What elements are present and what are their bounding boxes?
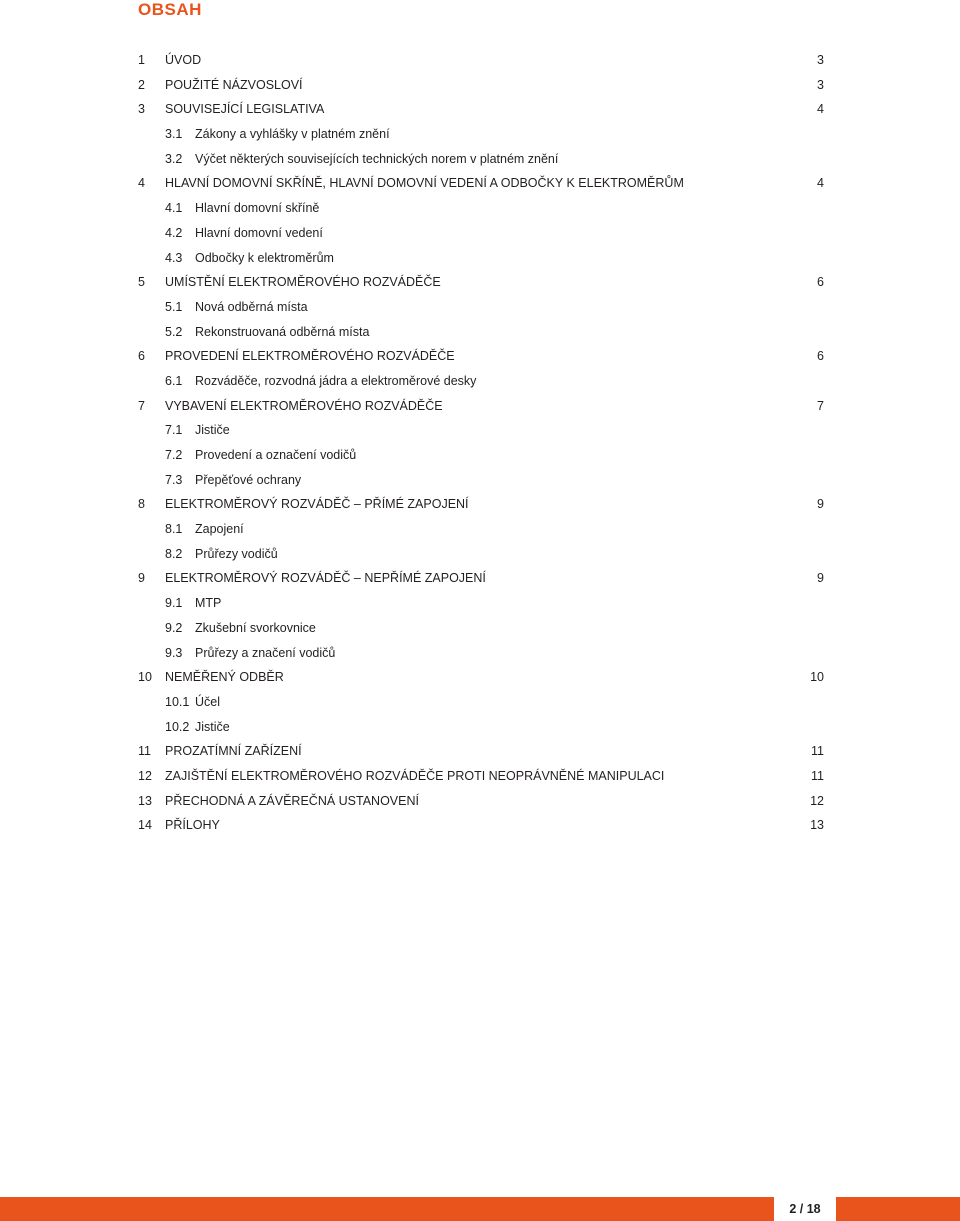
toc-title: SOUVISEJÍCÍ LEGISLATIVA (165, 102, 325, 117)
toc-entry[interactable] (0, 665, 960, 690)
toc-number: 9 (138, 571, 145, 586)
toc-title: Zákony a vyhlášky v platném znění (195, 127, 390, 142)
toc-number: 3 (138, 102, 145, 117)
toc-number: 2 (138, 77, 145, 92)
toc-number: 3.2 (165, 151, 183, 166)
toc-number: 9.1 (165, 596, 183, 611)
toc-subentry[interactable] (0, 542, 960, 567)
toc-subentry[interactable] (0, 295, 960, 320)
toc-page-number: 6 (817, 275, 824, 290)
toc-number: 12 (138, 768, 152, 783)
footer-bar (0, 1197, 960, 1221)
toc-title: Jističe (195, 423, 230, 438)
toc-subentry[interactable] (0, 221, 960, 246)
toc-number: 5.2 (165, 324, 183, 339)
toc-subentry[interactable] (0, 418, 960, 443)
toc-number: 8 (138, 497, 145, 512)
toc-number: 10 (138, 670, 152, 685)
toc-number: 5.1 (165, 299, 183, 314)
toc-title: Provedení a označení vodičů (195, 448, 357, 462)
toc-subentry[interactable] (0, 616, 960, 641)
toc-entry[interactable] (0, 789, 960, 814)
toc-page-number: 10 (810, 670, 824, 685)
toc-entry[interactable] (0, 171, 960, 196)
toc-page-number: 4 (817, 176, 824, 191)
toc-page-number: 3 (817, 77, 824, 92)
toc-title: Účel (195, 694, 221, 709)
toc-title: PROVEDENÍ ELEKTROMĚROVÉHO ROZVÁDĚČE (165, 349, 455, 364)
toc-title: Rekonstruovaná odběrná místa (195, 324, 370, 339)
toc-entry[interactable] (0, 739, 960, 764)
toc-entry[interactable] (0, 97, 960, 122)
toc-entry[interactable] (0, 813, 960, 838)
toc-page-number: 6 (817, 349, 824, 364)
toc-number: 11 (138, 744, 151, 759)
toc-subentry[interactable] (0, 196, 960, 221)
toc-page-number: 12 (810, 793, 824, 808)
toc-number: 7.3 (165, 472, 183, 487)
toc-title: Průřezy a značení vodičů (195, 645, 336, 660)
toc-subentry[interactable] (0, 690, 960, 715)
toc-number: 9.2 (165, 620, 183, 635)
toc-number: 14 (138, 818, 152, 833)
toc-title: Zkušební svorkovnice (195, 620, 316, 635)
toc-number: 8.2 (165, 546, 183, 561)
toc-title: ELEKTROMĚROVÝ ROZVÁDĚČ – PŘÍMÉ ZAPOJENÍ (165, 497, 469, 512)
toc-number: 7 (138, 398, 145, 413)
toc-page-number: 13 (810, 818, 824, 833)
toc-title: PŘÍLOHY (165, 818, 220, 833)
toc-subentry[interactable] (0, 320, 960, 345)
toc-entry[interactable] (0, 566, 960, 591)
page-title: OBSAH (138, 0, 202, 19)
toc-title: Zapojení (195, 522, 244, 537)
toc-entry[interactable] (0, 492, 960, 517)
page-indicator: 2 / 18 (774, 1197, 836, 1221)
toc-entry[interactable] (0, 344, 960, 369)
toc-number: 6.1 (165, 373, 183, 388)
toc-title: MTP (195, 596, 222, 611)
toc-title: Odbočky k elektroměrům (195, 250, 334, 265)
toc-number: 8.1 (165, 522, 183, 537)
toc-title: UMÍSTĚNÍ ELEKTROMĚROVÉHO ROZVÁDĚČE (165, 275, 441, 290)
toc-number: 13 (138, 793, 152, 808)
toc-number: 4.2 (165, 225, 183, 240)
toc-page-number: 11 (811, 768, 824, 783)
toc-subentry[interactable] (0, 122, 960, 147)
toc-title: PROZATÍMNÍ ZAŘÍZENÍ (165, 744, 302, 759)
toc-title: Rozváděče, rozvodná jádra a elektroměrové desky (195, 373, 477, 388)
toc-subentry[interactable] (0, 715, 960, 740)
toc-number: 10.2 (165, 719, 190, 734)
toc-page-number: 9 (817, 497, 824, 512)
toc-subentry[interactable] (0, 517, 960, 542)
toc-title: NEMĚŘENÝ ODBĚR (165, 670, 284, 685)
toc-number: 5 (138, 275, 145, 290)
toc-number: 7.1 (165, 423, 183, 438)
toc-number: 4.1 (165, 201, 183, 216)
toc-title: POUŽITÉ NÁZVOSLOVÍ (165, 77, 303, 92)
toc-entry[interactable] (0, 48, 960, 73)
toc-title: ÚVOD (165, 53, 202, 67)
toc-subentry[interactable] (0, 147, 960, 172)
toc-page-number: 11 (811, 744, 824, 759)
toc-title: Přepěťové ochrany (195, 472, 302, 487)
toc-page-number: 9 (817, 571, 824, 586)
toc-number: 4.3 (165, 250, 183, 265)
toc-title: HLAVNÍ DOMOVNÍ SKŘÍNĚ, HLAVNÍ DOMOVNÍ VEDENÍ A ODBOČKY K ELEKTROMĚRŮM (165, 176, 684, 191)
toc-number: 7.2 (165, 448, 183, 462)
toc-subentry[interactable] (0, 468, 960, 493)
toc-entry[interactable] (0, 270, 960, 295)
toc-number: 1 (138, 53, 145, 67)
toc-page-number: 7 (817, 398, 824, 413)
toc-number: 4 (138, 176, 145, 191)
toc-title: Průřezy vodičů (195, 546, 278, 561)
toc-number: 9.3 (165, 645, 183, 660)
toc-subentry[interactable] (0, 641, 960, 666)
toc-number: 10.1 (165, 694, 190, 709)
toc-title: Hlavní domovní skříně (195, 201, 320, 216)
toc-subentry[interactable] (0, 369, 960, 394)
toc-title: VYBAVENÍ ELEKTROMĚROVÉHO ROZVÁDĚČE (165, 398, 443, 413)
toc-page-number: 4 (817, 102, 824, 117)
toc-entry[interactable] (0, 73, 960, 98)
toc-subentry[interactable] (0, 591, 960, 616)
toc-title: PŘECHODNÁ A ZÁVĚREČNÁ USTANOVENÍ (165, 793, 419, 808)
toc-subentry[interactable] (0, 246, 960, 271)
toc-title: ELEKTROMĚROVÝ ROZVÁDĚČ – NEPŘÍMÉ ZAPOJENÍ (165, 571, 486, 586)
toc-subentry[interactable] (0, 443, 960, 468)
toc-number: 6 (138, 349, 145, 364)
toc-entry[interactable] (0, 764, 960, 789)
toc-title: ZAJIŠTĚNÍ ELEKTROMĚROVÉHO ROZVÁDĚČE PROTI NEOPRÁVNĚNÉ MANIPULACI (165, 768, 665, 783)
toc-title: Nová odběrná místa (195, 299, 308, 314)
toc-title: Výčet některých souvisejících technických norem v platném znění (195, 151, 559, 166)
toc-entry[interactable] (0, 394, 960, 419)
toc-page-number: 3 (817, 53, 824, 67)
toc-number: 3.1 (165, 127, 183, 142)
table-of-contents (0, 48, 960, 838)
toc-title: Jističe (195, 719, 230, 734)
toc-title: Hlavní domovní vedení (195, 225, 323, 240)
